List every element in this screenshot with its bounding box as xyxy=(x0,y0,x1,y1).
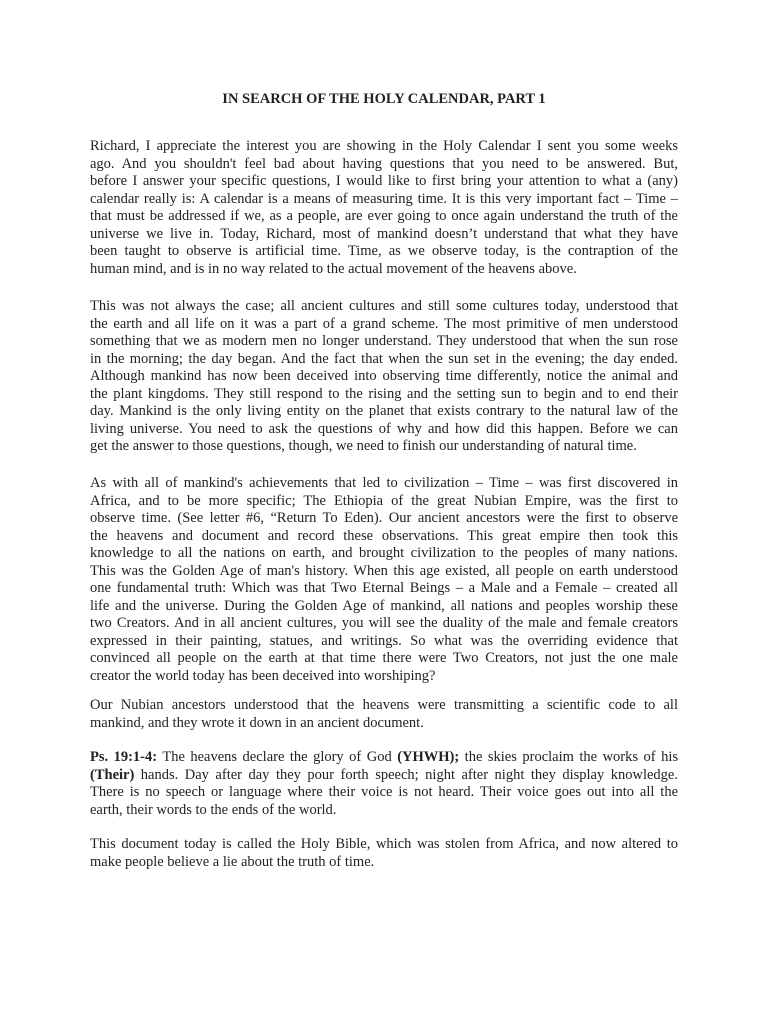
paragraph-holy-bible xyxy=(90,836,678,871)
text-line: observe time. (See letter #6, “Return To Eden). Our ancient ancestors were the first to observe xyxy=(90,510,678,526)
text-line: been taught to observe is artificial time. Time, as we observe today, is the contraption of the xyxy=(90,243,678,259)
text-line: This was the Golden Age of man's history. When this age existed, all people on earth understood xyxy=(90,562,678,579)
text-line: one fundamental truth: Which was that Two Eternal Beings – a Male and a Female – created all xyxy=(90,580,678,596)
text-line: universe we live in. Today, Richard, most of mankind doesn’t understand that what they have xyxy=(90,225,678,242)
text-line xyxy=(90,767,678,785)
text-line: creator the world today has been deceived into worshiping? xyxy=(90,667,436,684)
text-line: As with all of mankind's achievements that led to civilization – Time – was first discovered in xyxy=(90,475,678,491)
text-line: Richard, I appreciate the interest you are showing in the Holy Calendar I sent you some weeks xyxy=(90,138,678,154)
text-line: convinced all people on the earth at that time there were Two Creators, not just the one male xyxy=(90,650,678,666)
text-line: get the answer to those questions, though, we need to finish our understanding of natural time. xyxy=(90,438,637,454)
text-line: before I answer your specific questions, I would like to first bring your attention to what a (any) xyxy=(90,173,678,189)
text-line: the heavens and document and record these observations. This great empire then took this xyxy=(90,527,678,544)
text-line xyxy=(90,784,678,802)
text-line: Our Nubian ancestors understood that the heavens were transmitting a scientific code to all xyxy=(90,697,678,713)
text-line: Africa, and to be more specific; The Ethiopia of the great Nubian Empire, was the first to xyxy=(90,492,678,509)
text-line xyxy=(90,802,678,820)
text-segment: hands. Day after day they pour forth speech; night after night they display knowledge. xyxy=(134,766,678,783)
text-segment: The heavens declare the glory of God xyxy=(157,749,398,765)
text-line: calendar really is: A calendar is a means of measuring time. It is this very important fact – Time – xyxy=(90,190,678,207)
text-line: knowledge to all the nations on earth, and brought civilization to the peoples of many nations. xyxy=(90,545,678,561)
text-line: This document today is called the Holy Bible, which was stolen from Africa, and now altered to xyxy=(90,836,678,852)
text-line: that must be addressed if we, as a people, are ever going to once again understand the truth of the xyxy=(90,208,678,224)
text-line: two Creators. And in all ancient cultures, you will see the duality of the male and female creators xyxy=(90,615,678,631)
text-line: in the morning; the day began. And the fact that when the sun set in the evening; the day ended. xyxy=(90,350,678,367)
text-line: the plant kingdoms. They still respond to the rising and the setting sun to begin and to end their xyxy=(90,385,678,402)
text-segment: earth, their words to the ends of the world. xyxy=(90,801,337,818)
paragraph-golden-age xyxy=(90,475,678,685)
text-line: human mind, and is in no way related to the actual movement of the heavens above. xyxy=(90,260,577,277)
text-line: make people believe a lie about the truth of time. xyxy=(90,853,375,870)
text-segment: There is no speech or language where their voice is not heard. Their voice goes out into all the xyxy=(90,784,678,800)
text-line: something that we as modern men no longer understand. They understood that when the sun rose xyxy=(90,333,678,349)
divine-name: (YHWH); xyxy=(397,749,460,765)
text-line: life and the universe. During the Golden Age of mankind, all nations and peoples worship these xyxy=(90,597,678,614)
document-title: IN SEARCH OF THE HOLY CALENDAR, PART 1 xyxy=(222,91,546,107)
text-line: This was not always the case; all ancient cultures and still some cultures today, understood that xyxy=(90,298,678,314)
text-line: day. Mankind is the only living entity on the planet that exists contrary to the natural law of the xyxy=(90,403,678,419)
text-line: mankind, and they wrote it down in an ancient document. xyxy=(90,714,424,731)
text-segment: the skies proclaim the works of his xyxy=(459,749,678,765)
text-line: the earth and all life on it was a part of a grand scheme. The most primitive of men understood xyxy=(90,315,678,332)
text-line: ago. And you shouldn't feel bad about having questions that you need to be answered. But, xyxy=(90,155,678,172)
scripture-reference: Ps. 19:1-4: xyxy=(90,749,158,765)
paragraph-intro xyxy=(90,138,678,278)
paragraph-natural-time xyxy=(90,298,678,456)
text-line: expressed in their painting, statues, and writings. So what was the overriding evidence that xyxy=(90,632,678,649)
text-line: living universe. You need to ask the questions of why and how did this happen. Before we can xyxy=(90,420,678,437)
paragraph-scripture xyxy=(90,749,678,819)
text-line xyxy=(90,749,678,767)
their-emphasis: (Their) xyxy=(90,766,135,783)
text-line: Although mankind has now been deceived into observing time differently, notice the animal and xyxy=(90,368,678,384)
paragraph-nubian-ancestors xyxy=(90,697,678,732)
